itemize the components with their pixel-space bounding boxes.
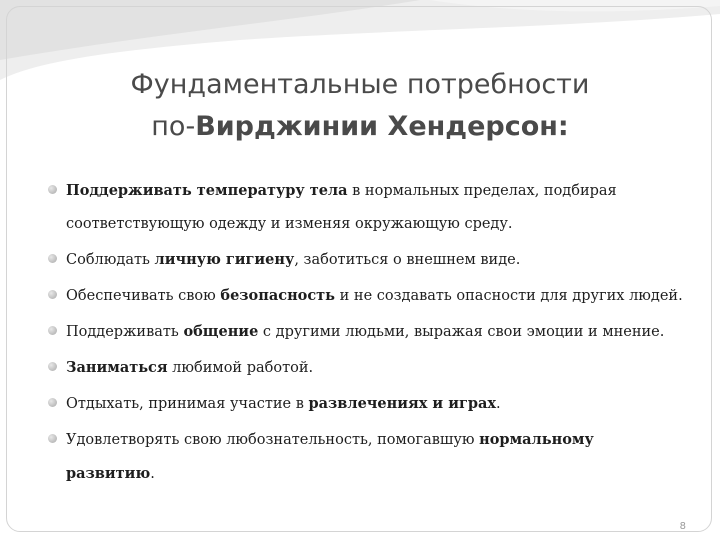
text: Поддерживать [66,324,184,340]
list-item [46,387,686,421]
bullet-icon [48,185,57,194]
emphasized-text: Поддерживать температуру тела [66,182,348,199]
list-item [46,423,686,491]
emphasized-text: общение [183,323,259,340]
text: Соблюдать [66,252,155,268]
text: . [150,466,155,482]
text: Обеспечивать свою [66,288,221,304]
text: любимой работой. [167,360,314,376]
emphasized-text: нормальному развитию [66,431,594,482]
list-item [46,351,686,385]
title-prefix: по- [151,111,196,142]
text: в нормальных пределах, подбирая соответствующую одежду и изменяя окружающую среду. [66,183,617,232]
bullet-icon [48,254,57,263]
list-item [46,174,686,241]
text: . [496,396,501,412]
bullet-icon [48,290,57,299]
title-name: Вирджинии Хендерсон: [195,111,569,142]
emphasized-text: развлечениях и играх [308,395,497,412]
text: и не создавать опасности для других людей. [335,288,683,304]
needs-list [46,174,686,493]
text: Отдыхать, принимая участие в [66,396,309,412]
list-item [46,315,686,349]
text: с другими людьми, выражая свои эмоции и мнение. [258,324,665,340]
list-item [46,279,686,313]
slide-title [0,64,720,148]
emphasized-text: безопасность [220,287,336,304]
bullet-icon [48,326,57,335]
title-line-2 [0,106,720,148]
bullet-icon [48,362,57,371]
text: , заботиться о внешнем виде. [294,252,521,268]
list-item [46,243,686,277]
emphasized-text: личную гигиену [154,251,295,268]
emphasized-text: Заниматься [66,359,168,376]
bullet-icon [48,398,57,407]
text: Удовлетворять свою любознательность, помогавшую [66,432,480,448]
page-number: 8 [679,521,686,532]
title-line-1: Фундаментальные потребности [130,69,590,100]
bullet-icon [48,434,57,443]
